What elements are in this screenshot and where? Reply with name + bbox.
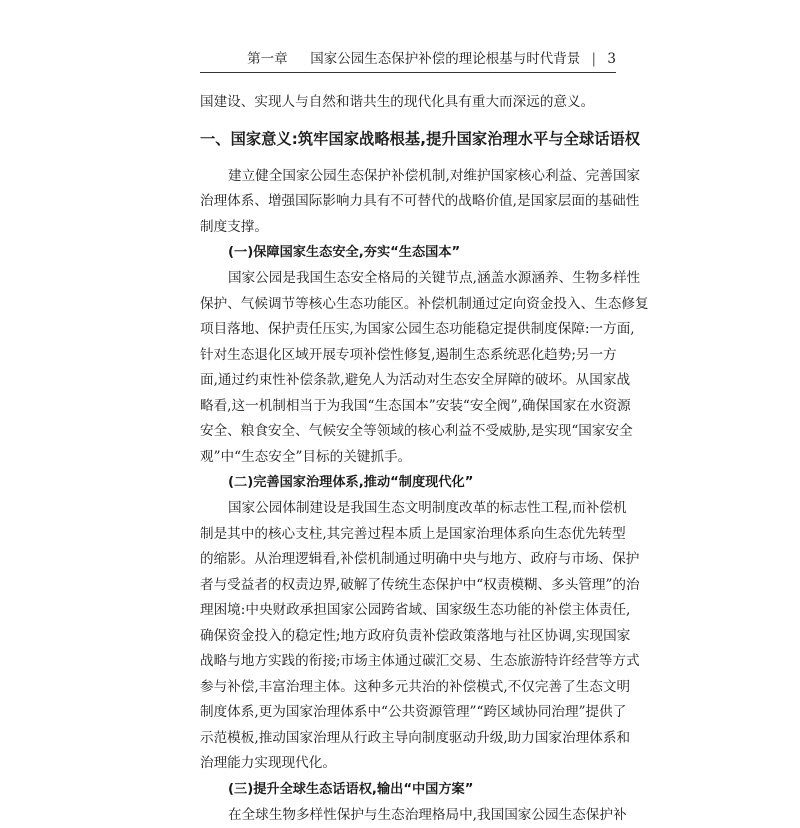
chapter-label: 第一章 <box>247 51 288 67</box>
intro-paragraph <box>200 90 600 116</box>
paragraph-line: 针对生态退化区域开展专项补偿性修复,遏制生态系统恶化趋势;另一方 <box>200 343 600 369</box>
subsection-1-paragraph <box>200 266 600 470</box>
subsection-3-paragraph <box>200 803 600 828</box>
paragraph-line: 示范模板,推动国家治理从行政主导向制度驱动升级,助力国家治理体系和 <box>200 726 600 752</box>
running-header <box>200 48 616 70</box>
section-heading: 一、国家意义:筑牢国家战略根基,提升国家治理水平与全球话语权 <box>200 126 600 152</box>
paragraph-line: 制是其中的核心支柱,其完善过程本质上是国家治理体系向生态优先转型 <box>200 522 600 548</box>
header-rule <box>200 72 616 73</box>
paragraph-line: 在全球生物多样性保护与生态治理格局中,我国国家公园生态保护补 <box>200 803 600 828</box>
chapter-title: 国家公园生态保护补偿的理论根基与时代背景 <box>310 51 580 67</box>
paragraph-line: 制度支撑。 <box>200 215 600 241</box>
paragraph-line: 国家公园体制建设是我国生态文明制度改革的标志性工程,而补偿机 <box>200 496 600 522</box>
subsection-2-paragraph <box>200 496 600 777</box>
subsection-heading-2: (二)完善国家治理体系,推动“制度现代化” <box>200 470 600 496</box>
subsection-heading-1: (一)保障国家生态安全,夯实“生态国本” <box>200 240 600 266</box>
paragraph-line: 战略与地方实践的衔接;市场主体通过碳汇交易、生态旅游特许经营等方式 <box>200 649 600 675</box>
paragraph-line: 制度体系,更为国家治理体系中“公共资源管理”“跨区域协同治理”提供了 <box>200 700 600 726</box>
paragraph-line: 国建设、实现人与自然和谐共生的现代化具有重大而深远的意义。 <box>200 90 600 116</box>
page-number: 3 <box>607 51 616 67</box>
section-intro-paragraph <box>200 164 600 241</box>
paragraph-line: 治理体系、增强国际影响力具有不可替代的战略价值,是国家层面的基础性 <box>200 189 600 215</box>
paragraph-line: 安全、粮食安全、气候安全等领域的核心利益不受威胁,是实现“国家安全 <box>200 419 600 445</box>
paragraph-line: 治理能力实现现代化。 <box>200 751 600 777</box>
paragraph-line: 者与受益者的权责边界,破解了传统生态保护中“权责模糊、多头管理”的治 <box>200 573 600 599</box>
paragraph-line: 确保资金投入的稳定性;地方政府负责补偿政策落地与社区协调,实现国家 <box>200 624 600 650</box>
paragraph-line: 参与补偿,丰富治理主体。这种多元共治的补偿模式,不仅完善了生态文明 <box>200 675 600 701</box>
paragraph-line: 面,通过约束性补偿条款,避免人为活动对生态安全屏障的破坏。从国家战 <box>200 368 600 394</box>
paragraph-line: 保护、气候调节等核心生态功能区。补偿机制通过定向资金投入、生态修复 <box>200 292 600 318</box>
paragraph-line: 的缩影。从治理逻辑看,补偿机制通过明确中央与地方、政府与市场、保护 <box>200 547 600 573</box>
paragraph-line: 国家公园是我国生态安全格局的关键节点,涵盖水源涵养、生物多样性 <box>200 266 600 292</box>
paragraph-line: 建立健全国家公园生态保护补偿机制,对维护国家核心利益、完善国家 <box>200 164 600 190</box>
paragraph-line: 项目落地、保护责任压实,为国家公园生态功能稳定提供制度保障:一方面, <box>200 317 600 343</box>
page-body <box>200 90 600 828</box>
paragraph-line: 略看,这一机制相当于为我国“生态国本”安装“安全阀”,确保国家在水资源 <box>200 394 600 420</box>
paragraph-line: 理困境:中央财政承担国家公园跨省域、国家级生态功能的补偿主体责任, <box>200 598 600 624</box>
header-separator: | <box>592 48 597 70</box>
paragraph-line: 观”中“生态安全”目标的关键抓手。 <box>200 445 600 471</box>
subsection-heading-3: (三)提升全球生态话语权,输出“中国方案” <box>200 777 600 803</box>
